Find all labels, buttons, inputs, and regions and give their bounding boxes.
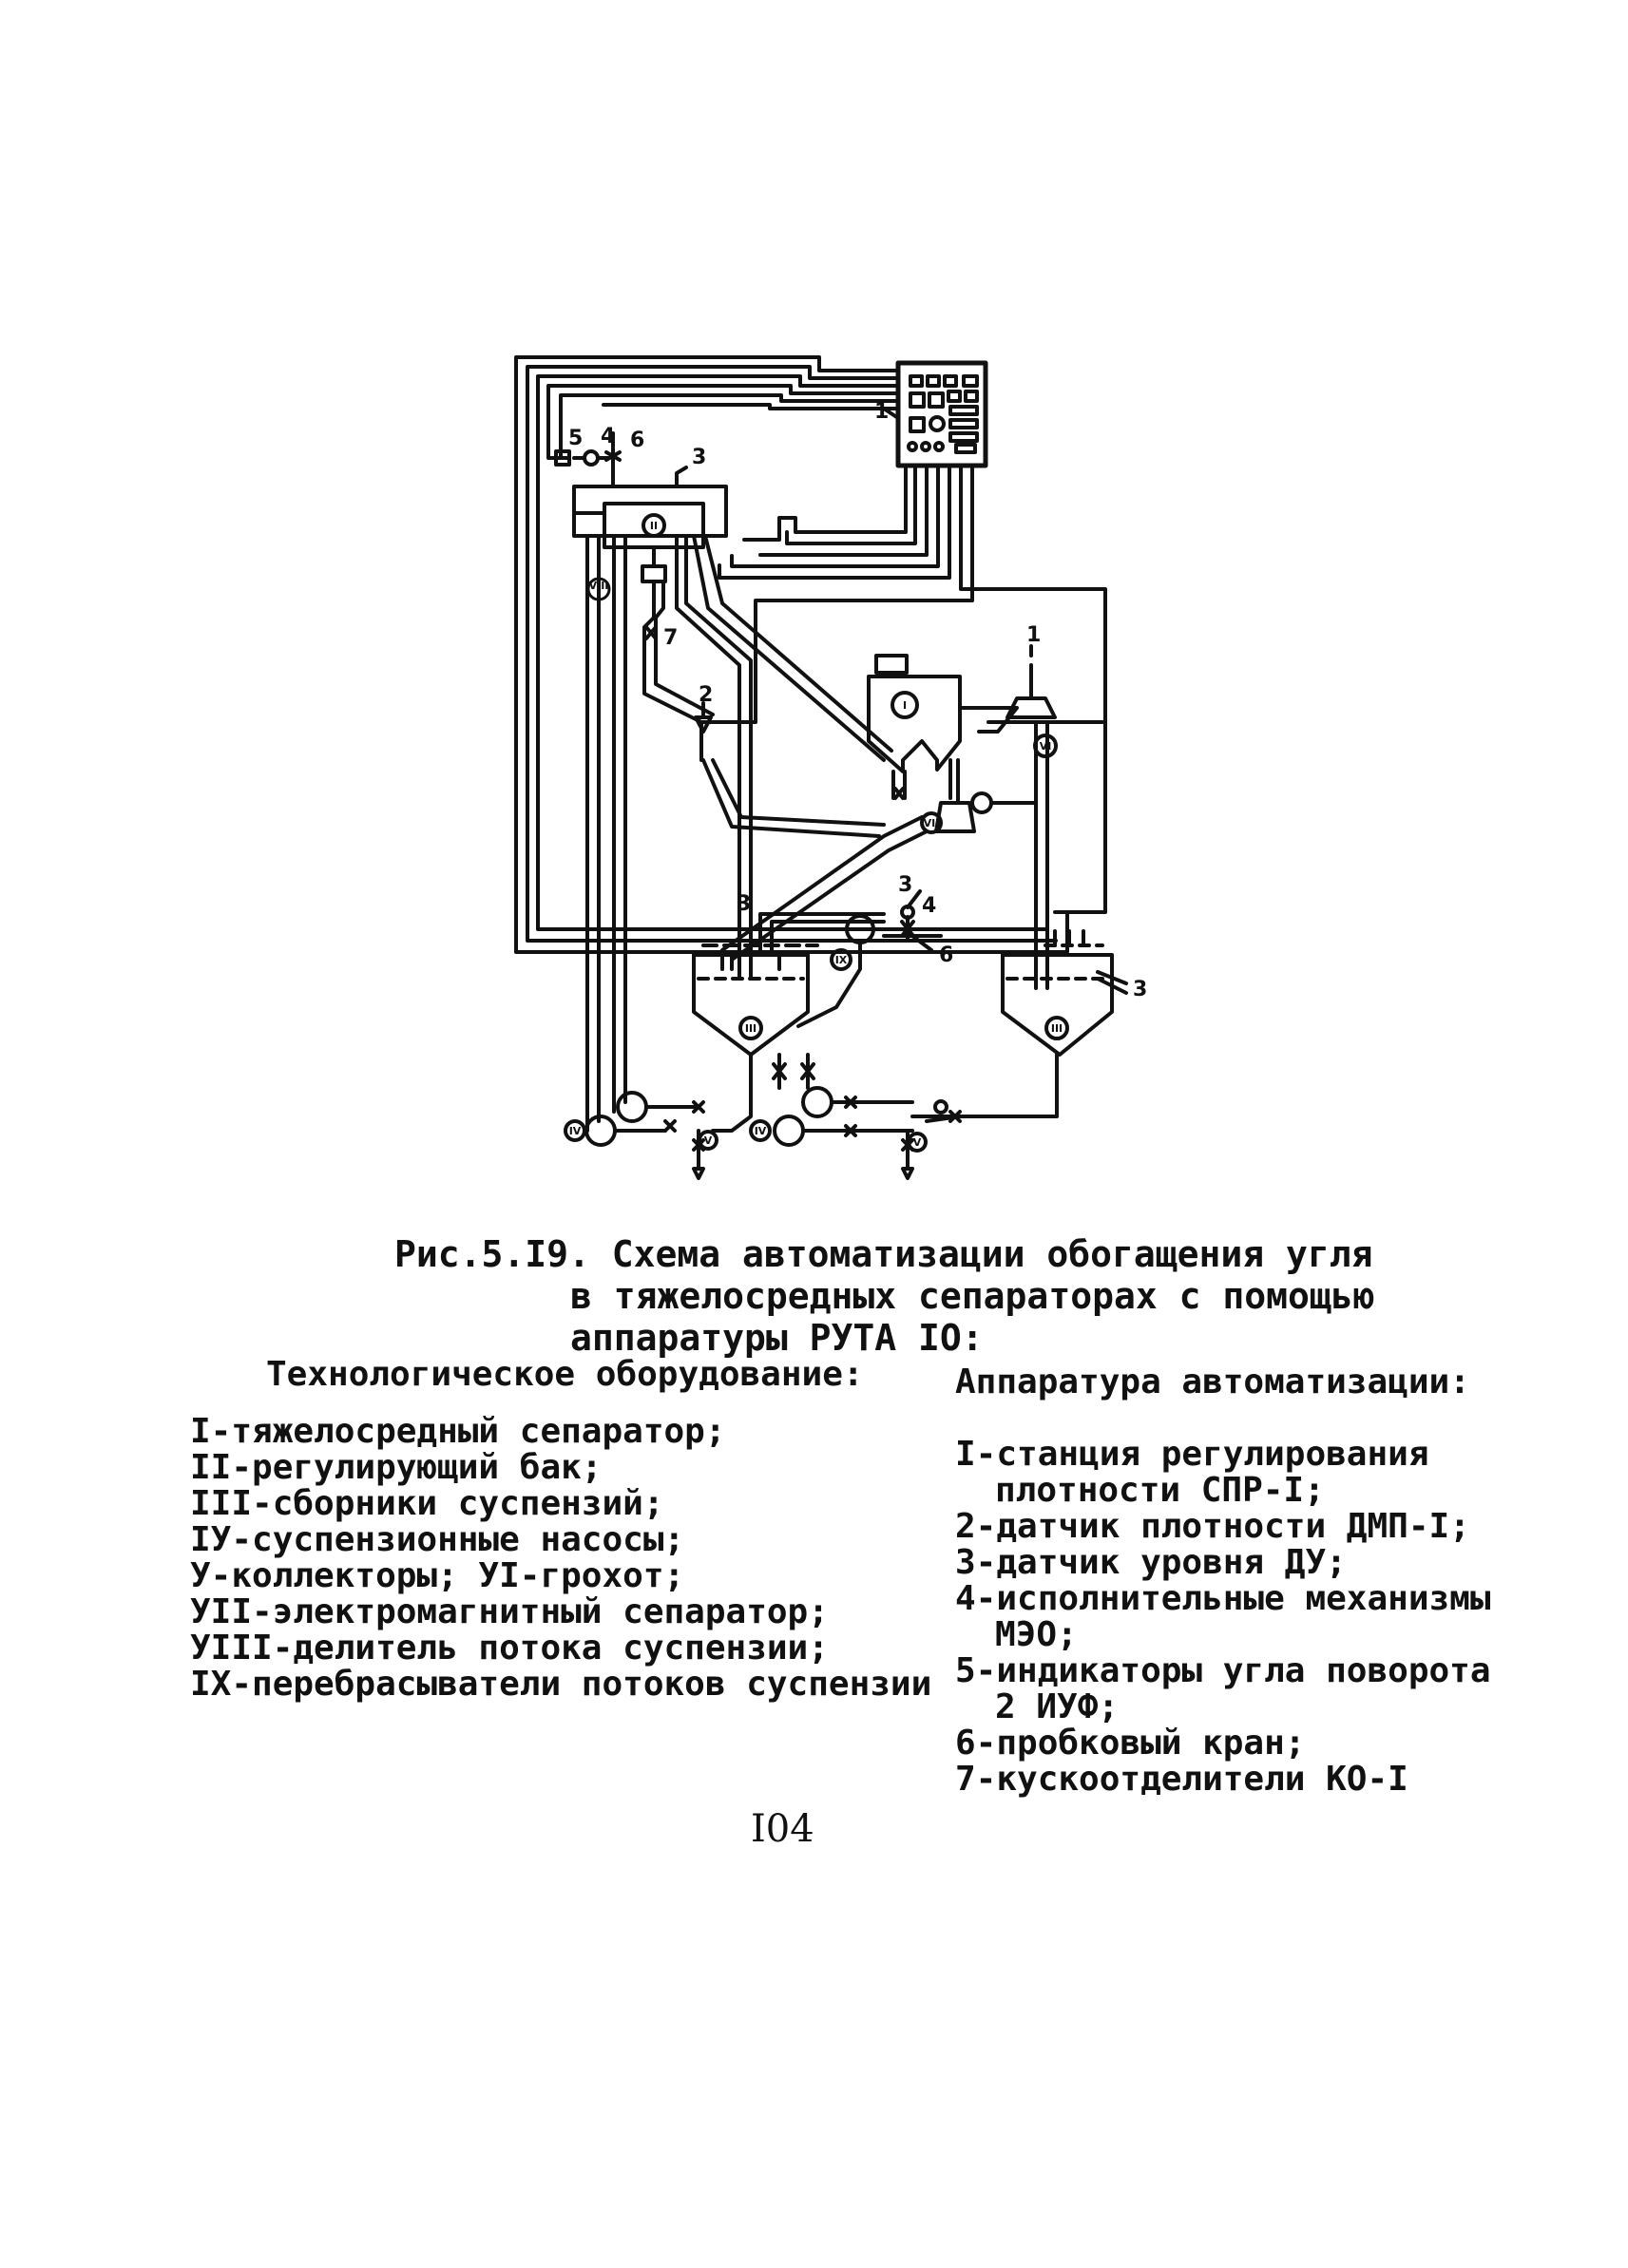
roman-I: I: [902, 699, 908, 712]
automation-item: плотности СПР-I;: [995, 1471, 1325, 1510]
roman-IX: IX: [834, 954, 848, 966]
electromagnetic-separator-VII: [1007, 646, 1056, 988]
flow-switcher-IX: [798, 906, 950, 1026]
label-7: 7: [663, 626, 679, 650]
screen-VI: [960, 708, 1102, 732]
heavy-medium-separator-I: [869, 656, 960, 803]
automation-item: 3-датчик уровня ДУ;: [955, 1543, 1347, 1582]
automation-legend: [955, 1364, 1491, 1798]
automation-item: 4-исполнительные механизмы: [955, 1579, 1491, 1618]
label-6-mid: 6: [939, 943, 954, 967]
caption-line-1: Рис.5.I9. Схема автоматизации обогащения угля: [394, 1233, 1373, 1275]
label-3-tank: 3: [737, 892, 752, 916]
equipment-item: III-сборники суспензий;: [190, 1484, 664, 1523]
page-number: I04: [751, 1807, 814, 1851]
roman-III-left: III: [744, 1022, 757, 1035]
automation-item: 2 ИУФ;: [995, 1687, 1120, 1726]
label-3-mid: 3: [898, 873, 913, 897]
roman-IV-left: IV: [568, 1125, 582, 1137]
roman-III-right: III: [1050, 1022, 1063, 1035]
label-2: 2: [699, 683, 714, 707]
automation-item: МЭО;: [995, 1615, 1078, 1654]
pumps-IV-right: [751, 1055, 960, 1178]
equipment-item: IX-перебрасыватели потоков суспензии: [190, 1665, 932, 1704]
equipment-item: IУ-суспензионные насосы;: [190, 1520, 685, 1559]
equipment-item: I-тяжелосредный сепаратор;: [190, 1412, 726, 1451]
equipment-item: У-коллекторы; УI-грохот;: [190, 1556, 685, 1595]
label-3-right: 3: [1133, 978, 1148, 1001]
automation-item: 2-датчик плотности ДМП-I;: [955, 1507, 1470, 1546]
equipment-item: II-регулирующий бак;: [190, 1448, 603, 1487]
label-5: 5: [568, 427, 584, 450]
equipment-item: УIII-делитель потока суспензии;: [190, 1629, 829, 1668]
roman-IV-right: IV: [754, 1125, 767, 1137]
equipment-heading: Технологическое оборудование:: [266, 1355, 864, 1394]
label-4-top: 4: [601, 425, 616, 448]
label-1-right: 1: [1026, 623, 1042, 647]
roman-VI: VI: [1039, 740, 1052, 753]
equipment-item: УII-электромагнитный сепаратор;: [190, 1592, 829, 1631]
roman-II: II: [649, 520, 659, 532]
figure-caption: [394, 1233, 1374, 1359]
equipment-legend: [190, 1357, 931, 1703]
automation-item: 6-пробковый кран;: [955, 1724, 1306, 1763]
automation-item: 7-кускоотделители КО-I: [955, 1760, 1408, 1799]
roman-V-right: V: [912, 1136, 922, 1149]
roman-VII: VII: [923, 817, 940, 829]
roman-V-left: V: [703, 1134, 713, 1147]
roman-VIII-top: VIII: [588, 580, 609, 592]
label-6-top: 6: [630, 429, 645, 452]
control-station-panel: [898, 363, 986, 466]
automation-item: I-станция регулирования: [955, 1435, 1429, 1474]
sump-III-right: [927, 931, 1112, 1121]
caption-line-2: в тяжелосредных сепараторах с помощью: [570, 1275, 1375, 1317]
automation-heading: Аппаратура автоматизации:: [955, 1363, 1470, 1401]
label-1-panel: 1: [874, 400, 890, 424]
caption-line-3: аппаратуры РУТА IO:: [570, 1317, 984, 1359]
label-3-top: 3: [692, 446, 707, 469]
automation-item: 5-индикаторы угла поворота: [955, 1651, 1491, 1690]
label-4-mid: 4: [922, 894, 937, 918]
